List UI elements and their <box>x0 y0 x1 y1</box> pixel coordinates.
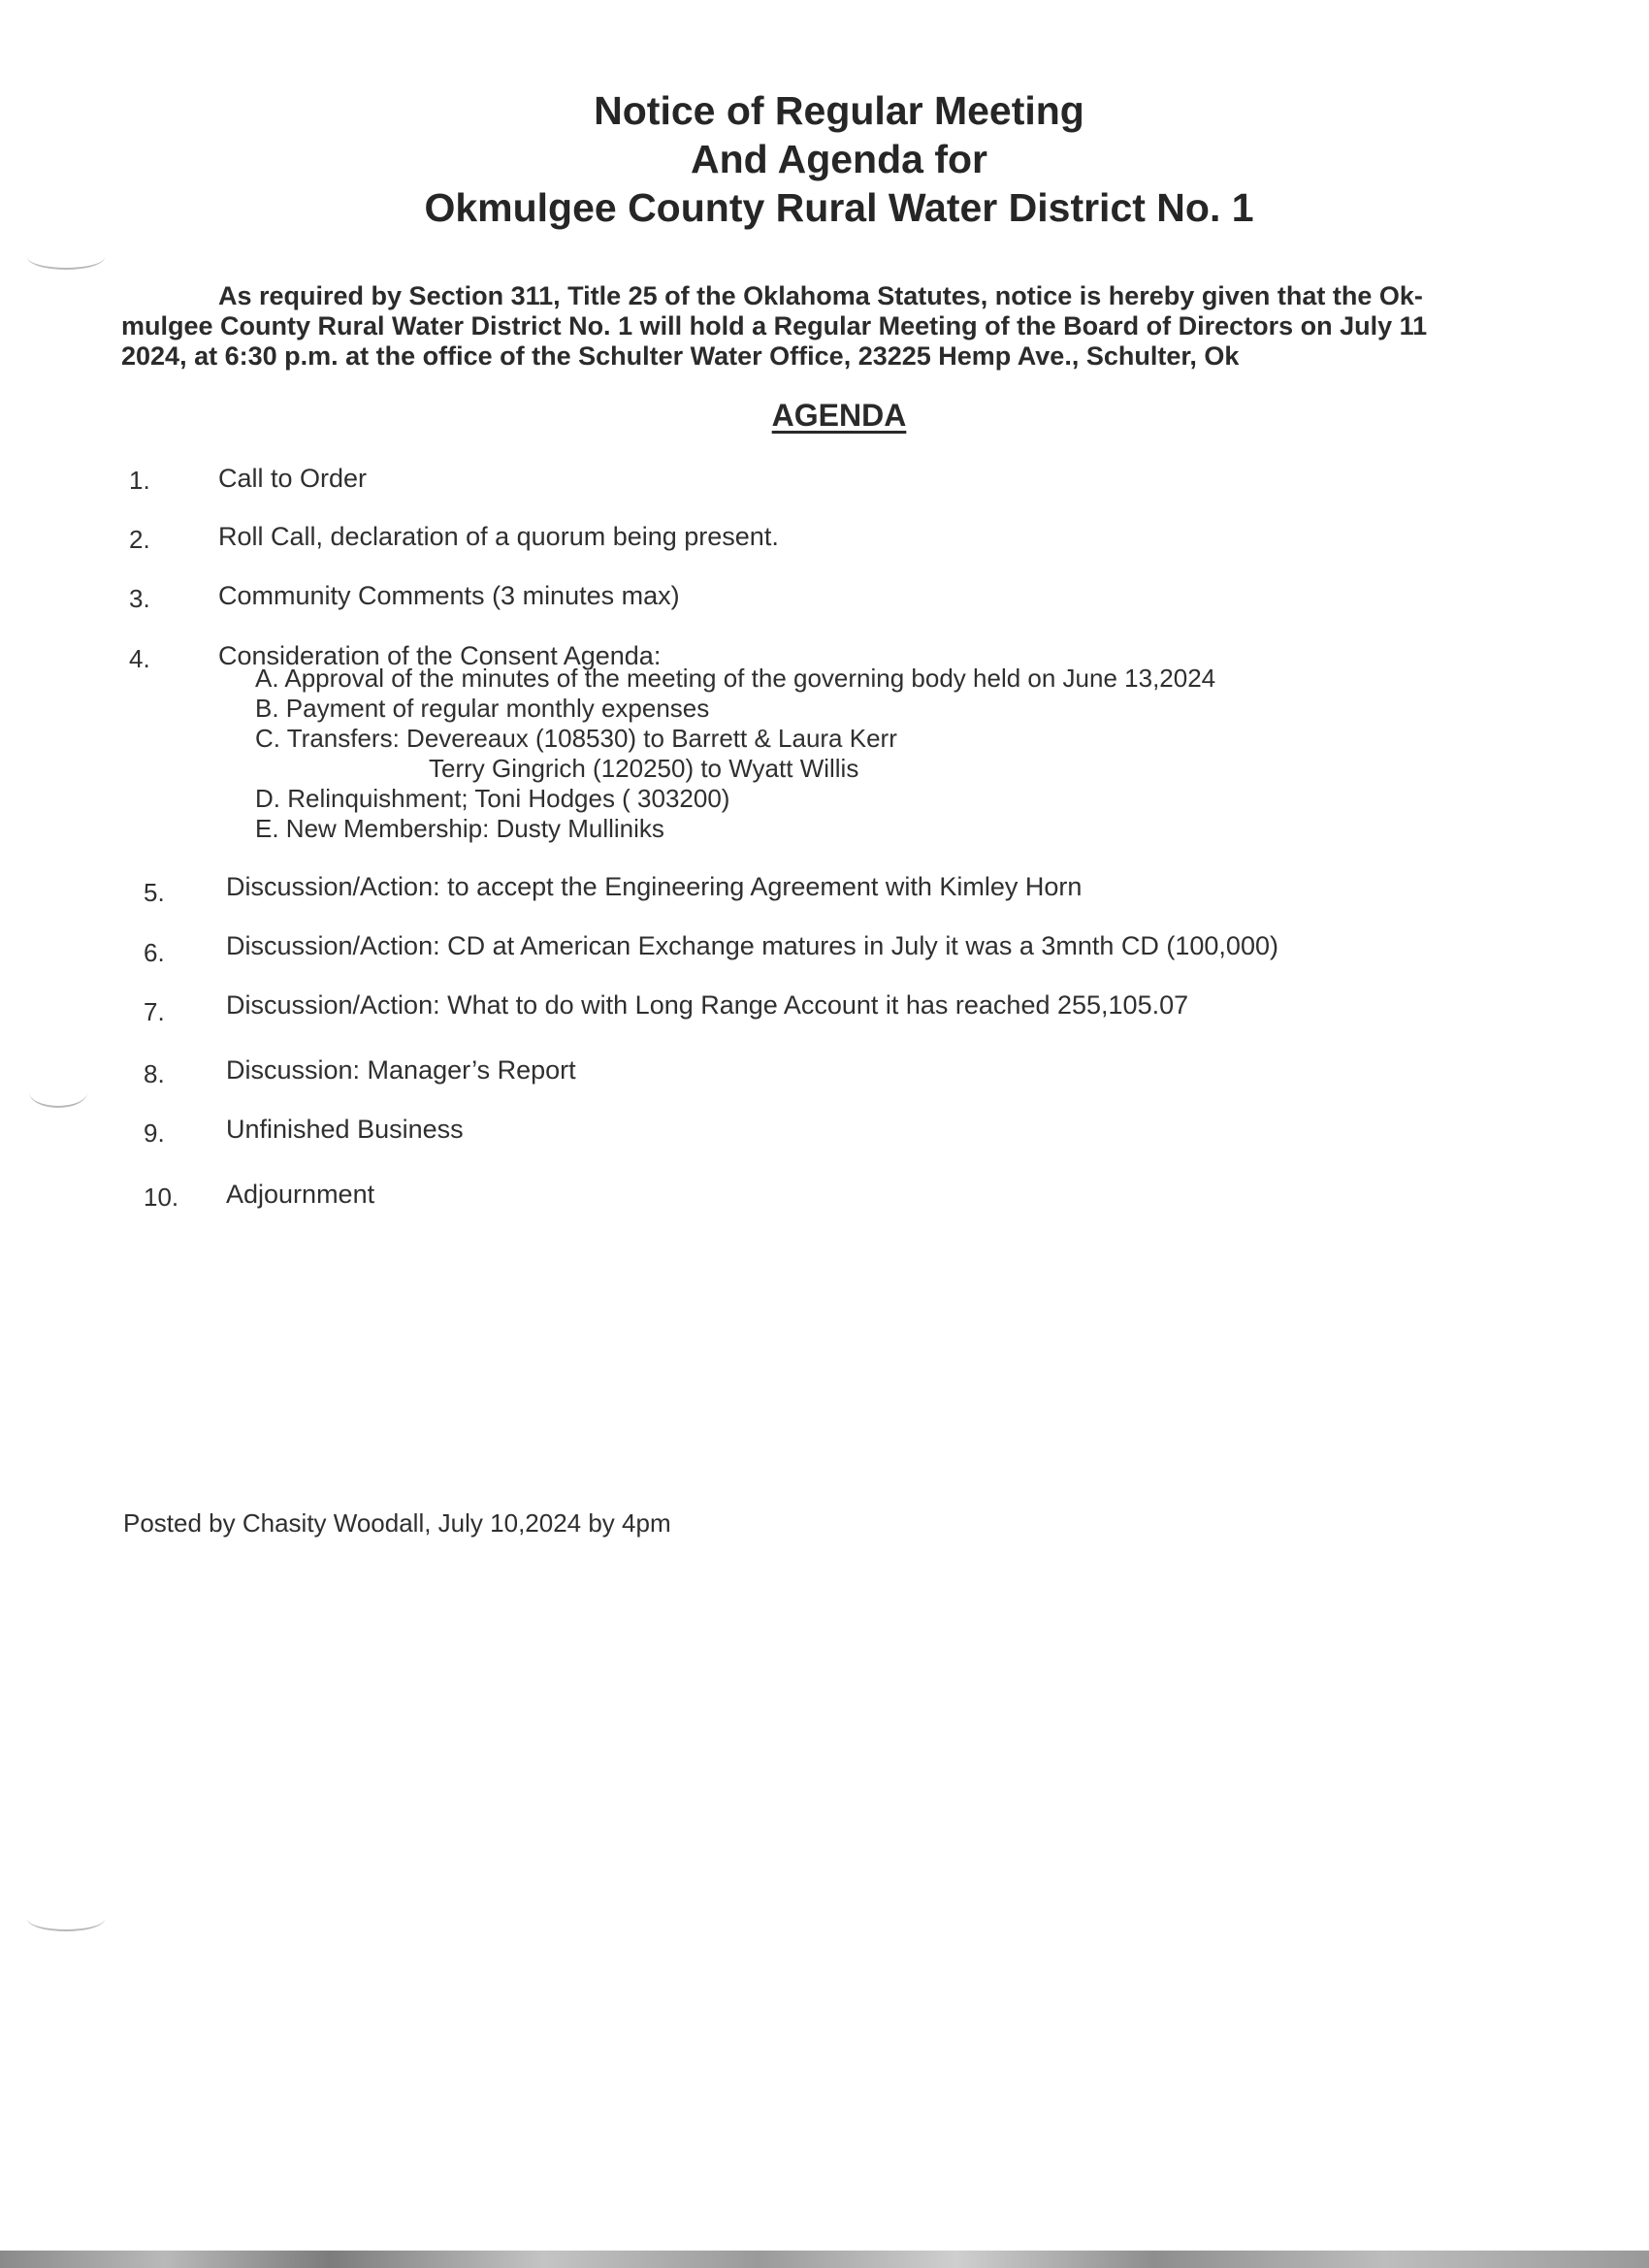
consent-item-d: D. Relinquishment; Toni Hodges ( 303200) <box>255 784 730 813</box>
agenda-item-3-number: 3. <box>129 584 150 613</box>
agenda-item-7-text: Discussion/Action: What to do with Long Range Account it has reached 255,105.07 <box>226 990 1189 1020</box>
agenda-heading: AGENDA <box>771 398 907 433</box>
scan-edge-strip <box>0 2251 1649 2268</box>
intro-line-1: As required by Section 311, Title 25 of the Oklahoma Statutes, notice is hereby given that the Ok- <box>218 281 1423 310</box>
title-line-3: Okmulgee County Rural Water District No. 1 <box>424 185 1254 230</box>
punch-hole-mark-top <box>27 244 105 270</box>
agenda-item-8-text: Discussion: Manager’s Report <box>226 1055 576 1085</box>
agenda-item-4-number: 4. <box>129 644 150 673</box>
agenda-item-7-number: 7. <box>144 997 165 1026</box>
agenda-item-2-number: 2. <box>129 525 150 554</box>
agenda-item-10-number: 10. <box>144 1183 179 1212</box>
agenda-item-9-number: 9. <box>144 1118 165 1148</box>
agenda-item-1-number: 1. <box>129 466 150 495</box>
punch-hole-mark-middle <box>29 1077 87 1108</box>
posted-by-line: Posted by Chasity Woodall, July 10,2024 by 4pm <box>123 1508 671 1538</box>
agenda-item-2-text: Roll Call, declaration of a quorum being present. <box>218 522 779 551</box>
intro-paragraph <box>121 281 1533 372</box>
agenda-item-6-text: Discussion/Action: CD at American Exchange matures in July it was a 3mnth CD (100,000) <box>226 931 1278 960</box>
consent-item-e: E. New Membership: Dusty Mulliniks <box>255 814 664 843</box>
title-line-2: And Agenda for <box>691 137 987 181</box>
consent-item-b: B. Payment of regular monthly expenses <box>255 694 710 723</box>
punch-hole-mark-bottom <box>27 1906 105 1931</box>
agenda-item-5-text: Discussion/Action: to accept the Engineering Agreement with Kimley Horn <box>226 872 1083 901</box>
agenda-item-1-text: Call to Order <box>218 464 368 493</box>
consent-item-c: C. Transfers: Devereaux (108530) to Barrett & Laura Kerr <box>255 724 897 753</box>
consent-item-c-continued: Terry Gingrich (120250) to Wyatt Willis <box>429 754 859 783</box>
agenda-item-5-number: 5. <box>144 878 165 907</box>
intro-line-2: mulgee County Rural Water District No. 1 will hold a Regular Meeting of the Board of Directors on July 11 <box>121 311 1428 340</box>
intro-line-3: 2024, at 6:30 p.m. at the office of the Schulter Water Office, 23225 Hemp Ave., Schulter, Ok <box>121 341 1240 371</box>
agenda-item-3-text: Community Comments (3 minutes max) <box>218 581 680 610</box>
agenda-item-8-number: 8. <box>144 1059 165 1088</box>
agenda-item-10-text: Adjournment <box>226 1180 375 1209</box>
consent-item-a: A. Approval of the minutes of the meeting of the governing body held on June 13,2024 <box>255 664 1216 693</box>
title-line-1: Notice of Regular Meeting <box>594 88 1084 133</box>
agenda-item-6-number: 6. <box>144 938 165 967</box>
agenda-item-9-text: Unfinished Business <box>226 1115 464 1144</box>
agenda-item-4-text: Consideration of the Consent Agenda: <box>218 641 662 670</box>
